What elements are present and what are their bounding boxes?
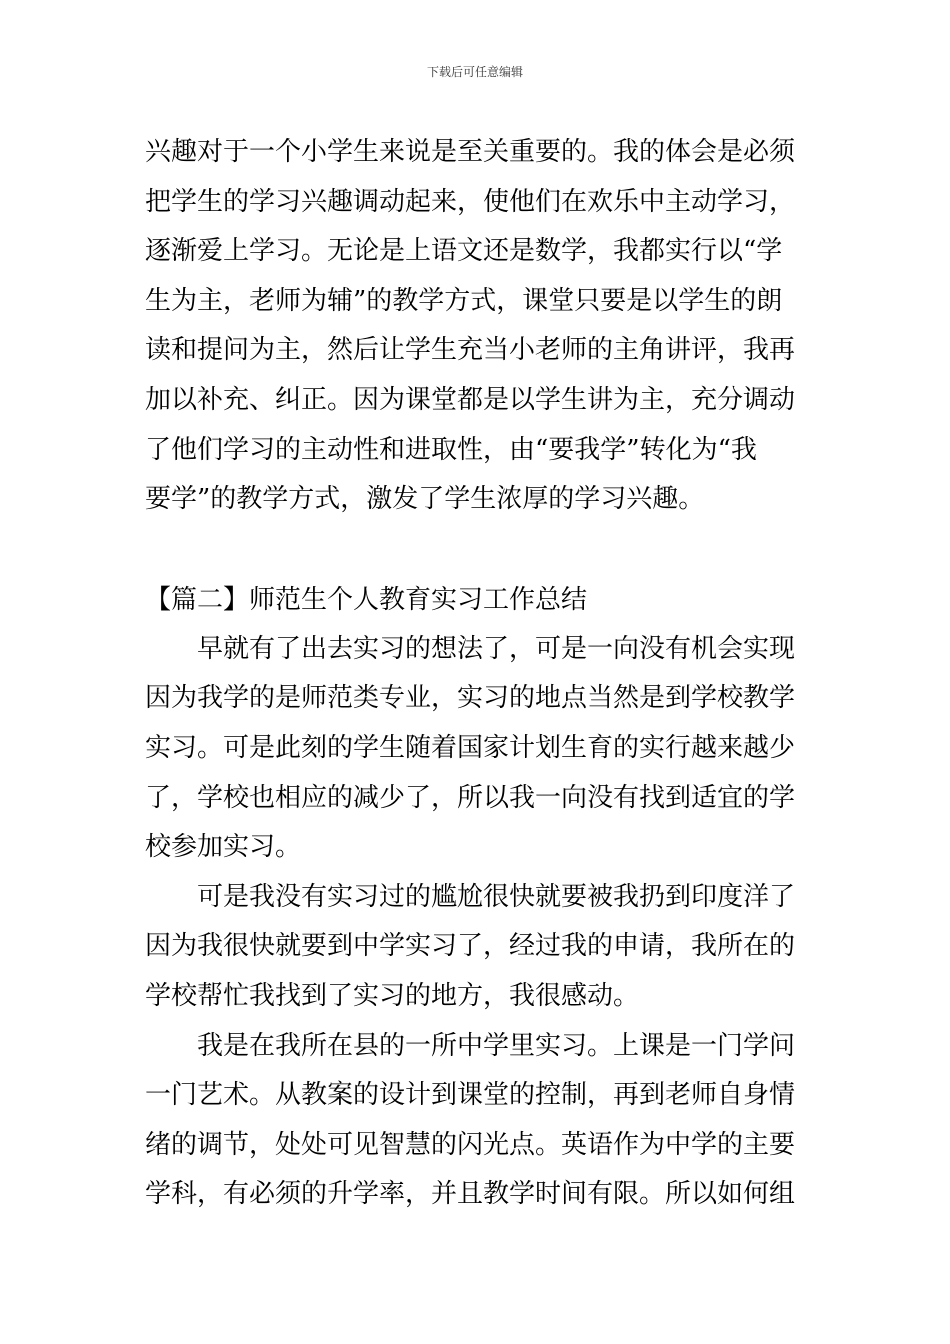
text-line: 逐渐爱上学习。无论是上语文还是数学，我都实行以“学 xyxy=(145,236,783,267)
text-line: 实习。可是此刻的学生随着国家计划生育的实行越来越少 xyxy=(145,732,796,763)
text-line: 生为主，老师为辅”的教学方式，课堂只要是以学生的朗 xyxy=(145,285,783,316)
text-line: 了，学校也相应的减少了，所以我一向没有找到适宜的学 xyxy=(145,782,796,813)
text-line: 加以补充、纠正。因为课堂都是以学生讲为主，充分调动 xyxy=(145,384,796,415)
text-line: 读和提问为主，然后让学生充当小老师的主角讲评，我再 xyxy=(145,335,796,366)
text-line: 可是我没有实习过的尴尬很快就要被我扔到印度洋了 xyxy=(197,881,796,912)
paragraph-gap xyxy=(145,525,810,575)
text-line: 因为我很快就要到中学实习了，经过我的申请，我所在的 xyxy=(145,931,796,962)
text-line: 了他们学习的主动性和进取性，由“要我学”转化为“我 xyxy=(145,434,757,465)
text-line: 因为我学的是师范类专业，实习的地点当然是到学校教学 xyxy=(145,683,796,714)
text-line: 学校帮忙我找到了实习的地方，我很感动。 xyxy=(145,980,640,1011)
paragraph-3 xyxy=(145,873,810,1022)
text-line: 一门艺术。从教案的设计到课堂的控制，再到老师自身情 xyxy=(145,1080,796,1111)
paragraph-2 xyxy=(145,625,810,873)
text-line: 学科，有必须的升学率，并且教学时间有限。所以如何组 xyxy=(145,1179,796,1210)
section-heading: 【篇二】师范生个人教育实习工作总结 xyxy=(145,584,588,615)
paragraph-4 xyxy=(145,1022,810,1220)
text-line: 兴趣对于一个小学生来说是至关重要的。我的体会是必须 xyxy=(145,137,796,167)
paragraph-1 xyxy=(145,128,810,525)
text-line: 要学”的教学方式，激发了学生浓厚的学习兴趣。 xyxy=(145,484,705,515)
text-line: 校参加实习。 xyxy=(145,832,302,863)
document-body xyxy=(145,128,810,1220)
text-line: 我是在我所在县的一所中学里实习。上课是一门学问 xyxy=(197,1030,796,1061)
text-line: 绪的调节，处处可见智慧的闪光点。英语作为中学的主要 xyxy=(145,1129,796,1160)
page-header: 下载后可任意编辑 xyxy=(426,65,523,79)
text-line: 把学生的学习兴趣调动起来，使他们在欢乐中主动学习， xyxy=(145,186,796,217)
text-line: 早就有了出去实习的想法了，可是一向没有机会实现 xyxy=(197,633,796,664)
